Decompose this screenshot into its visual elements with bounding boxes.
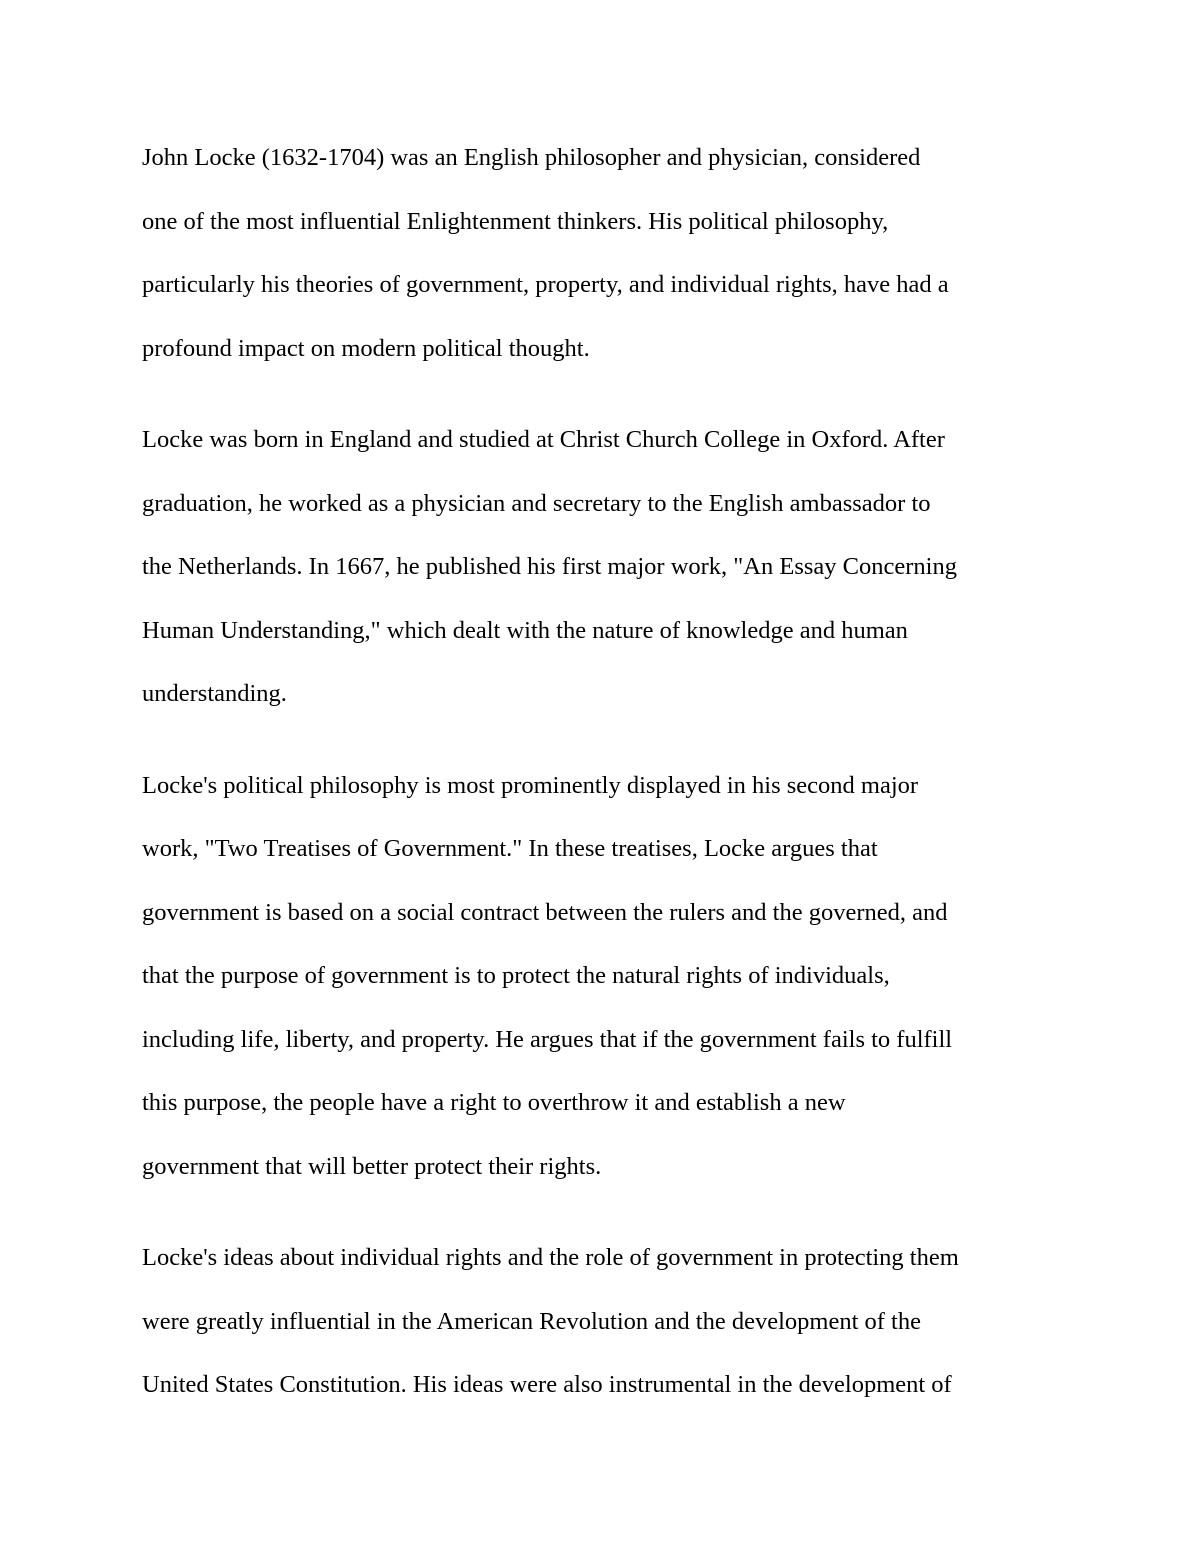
paragraph-2 bbox=[142, 416, 1072, 734]
text-line: profound impact on modern political thought. bbox=[142, 334, 590, 362]
text-line: including life, liberty, and property. He argues that if the government fails to fulfill bbox=[142, 1025, 953, 1053]
text-line: Locke's ideas about individual rights and the role of government in protecting them bbox=[142, 1244, 959, 1271]
text-line: this purpose, the people have a right to overthrow it and establish a new bbox=[142, 1089, 846, 1116]
paragraph-4 bbox=[142, 1234, 1072, 1425]
text-line: work, "Two Treatises of Government." In these treatises, Locke argues that bbox=[142, 835, 878, 862]
document-body bbox=[142, 134, 1072, 1453]
text-line: Human Understanding," which dealt with the nature of knowledge and human bbox=[142, 616, 908, 644]
text-line: United States Constitution. His ideas were also instrumental in the development of bbox=[142, 1371, 952, 1398]
text-line: John Locke (1632-1704) was an English philosopher and physician, considered bbox=[142, 144, 921, 171]
text-line: understanding. bbox=[142, 680, 287, 707]
text-line: were greatly influential in the American Revolution and the development of the bbox=[142, 1307, 921, 1335]
paragraph-1 bbox=[142, 134, 1072, 388]
text-line: the Netherlands. In 1667, he published his first major work, "An Essay Concerning bbox=[142, 553, 957, 580]
text-line: government is based on a social contract between the rulers and the governed, and bbox=[142, 898, 948, 926]
text-line: Locke was born in England and studied at Christ Church College in Oxford. After bbox=[142, 426, 945, 453]
text-line: that the purpose of government is to protect the natural rights of individuals, bbox=[142, 962, 890, 989]
text-line: graduation, he worked as a physician and secretary to the English ambassador to bbox=[142, 489, 931, 517]
text-line: Locke's political philosophy is most prominently displayed in his second major bbox=[142, 771, 919, 799]
text-line: particularly his theories of government, property, and individual rights, have had a bbox=[142, 271, 949, 298]
paragraph-3 bbox=[142, 762, 1072, 1207]
text-line: one of the most influential Enlightenment thinkers. His political philosophy, bbox=[142, 207, 889, 235]
text-line: government that will better protect their rights. bbox=[142, 1152, 602, 1180]
